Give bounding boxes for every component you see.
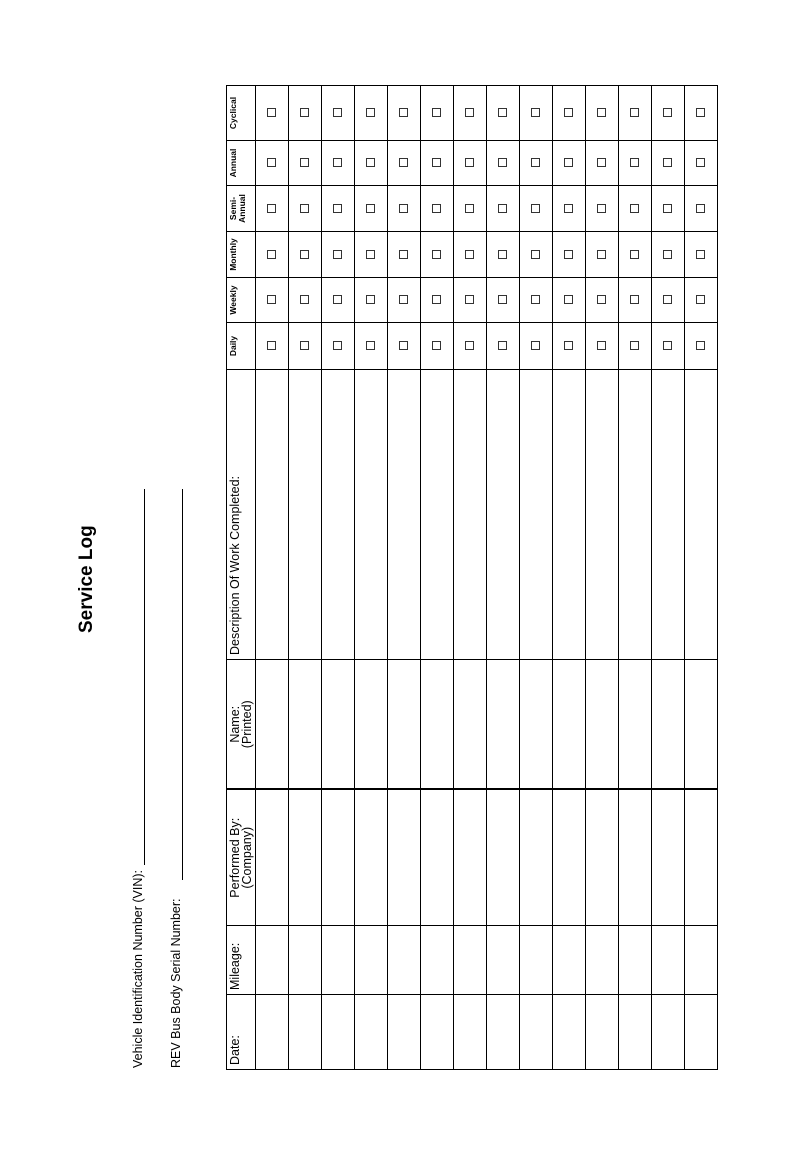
name-cell[interactable]: [520, 660, 553, 790]
rev-serial-field-line[interactable]: [182, 489, 183, 880]
empty-checkbox-icon[interactable]: [696, 296, 705, 305]
empty-checkbox-icon[interactable]: [630, 204, 639, 213]
empty-checkbox-icon[interactable]: [432, 204, 441, 213]
empty-checkbox-icon[interactable]: [630, 159, 639, 168]
name-cell[interactable]: [454, 660, 487, 790]
header-cyclical: Cyclical: [227, 86, 256, 141]
weekly-checkbox-cell: [256, 278, 289, 323]
header-mileage: Mileage:: [227, 926, 256, 995]
mileage-cell[interactable]: [256, 926, 289, 995]
semi-annual-checkbox-cell: [355, 186, 388, 232]
daily-checkbox-cell: [487, 323, 520, 370]
annual-checkbox-cell: [322, 141, 355, 186]
empty-checkbox-icon[interactable]: [267, 204, 276, 213]
annual-checkbox-cell: [256, 141, 289, 186]
monthly-checkbox-cell: [289, 232, 322, 278]
empty-checkbox-icon[interactable]: [465, 109, 474, 118]
annual-checkbox-cell: [553, 141, 586, 186]
cyclical-checkbox-cell: [619, 86, 652, 141]
empty-checkbox-icon[interactable]: [333, 159, 342, 168]
header-name-label: Name:: [228, 705, 242, 743]
weekly-checkbox-cell: [652, 278, 685, 323]
header-semi-annual-2: Annual: [237, 194, 247, 223]
empty-checkbox-icon[interactable]: [696, 342, 705, 351]
weekly-checkbox-cell: [487, 278, 520, 323]
empty-checkbox-icon[interactable]: [630, 109, 639, 118]
mileage-cell[interactable]: [685, 926, 718, 995]
description-cell[interactable]: [355, 370, 388, 660]
monthly-checkbox-cell: [520, 232, 553, 278]
date-cell[interactable]: [586, 995, 619, 1070]
date-cell[interactable]: [388, 995, 421, 1070]
performed-by-cell[interactable]: [289, 790, 322, 926]
name-cell[interactable]: [289, 660, 322, 790]
cyclical-checkbox-cell: [256, 86, 289, 141]
empty-checkbox-icon[interactable]: [432, 109, 441, 118]
date-cell[interactable]: [289, 995, 322, 1070]
empty-checkbox-icon[interactable]: [531, 204, 540, 213]
mileage-cell[interactable]: [355, 926, 388, 995]
cyclical-checkbox-cell: [355, 86, 388, 141]
table-row: [355, 86, 388, 1070]
monthly-checkbox-cell: [256, 232, 289, 278]
name-cell[interactable]: [388, 660, 421, 790]
daily-checkbox-cell: [421, 323, 454, 370]
empty-checkbox-icon[interactable]: [498, 109, 507, 118]
empty-checkbox-icon[interactable]: [663, 159, 672, 168]
empty-checkbox-icon[interactable]: [663, 250, 672, 259]
daily-checkbox-cell: [685, 323, 718, 370]
cyclical-checkbox-cell: [652, 86, 685, 141]
name-cell[interactable]: [685, 660, 718, 790]
mileage-cell[interactable]: [421, 926, 454, 995]
semi-annual-checkbox-cell: [685, 186, 718, 232]
daily-checkbox-cell: [256, 323, 289, 370]
description-cell[interactable]: [553, 370, 586, 660]
description-cell[interactable]: [520, 370, 553, 660]
weekly-checkbox-cell: [454, 278, 487, 323]
date-cell[interactable]: [322, 995, 355, 1070]
semi-annual-checkbox-cell: [553, 186, 586, 232]
monthly-checkbox-cell: [652, 232, 685, 278]
table-row: [289, 86, 322, 1070]
semi-annual-checkbox-cell: [586, 186, 619, 232]
daily-checkbox-cell: [586, 323, 619, 370]
empty-checkbox-icon[interactable]: [498, 159, 507, 168]
empty-checkbox-icon[interactable]: [531, 159, 540, 168]
name-cell[interactable]: [421, 660, 454, 790]
name-cell[interactable]: [619, 660, 652, 790]
semi-annual-checkbox-cell: [454, 186, 487, 232]
empty-checkbox-icon[interactable]: [399, 159, 408, 168]
mileage-cell[interactable]: [388, 926, 421, 995]
table-row: [487, 86, 520, 1070]
empty-checkbox-icon[interactable]: [399, 296, 408, 305]
mileage-cell[interactable]: [322, 926, 355, 995]
name-cell[interactable]: [322, 660, 355, 790]
empty-checkbox-icon[interactable]: [399, 250, 408, 259]
description-cell[interactable]: [685, 370, 718, 660]
empty-checkbox-icon[interactable]: [531, 342, 540, 351]
empty-checkbox-icon[interactable]: [564, 204, 573, 213]
empty-checkbox-icon[interactable]: [399, 204, 408, 213]
cyclical-checkbox-cell: [553, 86, 586, 141]
name-cell[interactable]: [652, 660, 685, 790]
empty-checkbox-icon[interactable]: [432, 159, 441, 168]
name-cell[interactable]: [553, 660, 586, 790]
table-row: [652, 86, 685, 1070]
annual-checkbox-cell: [619, 141, 652, 186]
empty-checkbox-icon[interactable]: [597, 109, 606, 118]
empty-checkbox-icon[interactable]: [432, 342, 441, 351]
date-cell[interactable]: [355, 995, 388, 1070]
semi-annual-checkbox-cell: [289, 186, 322, 232]
empty-checkbox-icon[interactable]: [498, 296, 507, 305]
empty-checkbox-icon[interactable]: [465, 296, 474, 305]
empty-checkbox-icon[interactable]: [597, 342, 606, 351]
empty-checkbox-icon[interactable]: [630, 342, 639, 351]
empty-checkbox-icon[interactable]: [333, 204, 342, 213]
semi-annual-checkbox-cell: [652, 186, 685, 232]
performed-by-cell[interactable]: [652, 790, 685, 926]
cyclical-checkbox-cell: [289, 86, 322, 141]
empty-checkbox-icon[interactable]: [498, 204, 507, 213]
header-performed-by-sub: (Company): [240, 826, 254, 889]
date-cell[interactable]: [520, 995, 553, 1070]
daily-checkbox-cell: [322, 323, 355, 370]
empty-checkbox-icon[interactable]: [399, 342, 408, 351]
empty-checkbox-icon[interactable]: [696, 159, 705, 168]
empty-checkbox-icon[interactable]: [564, 109, 573, 118]
empty-checkbox-icon[interactable]: [696, 204, 705, 213]
cyclical-checkbox-cell: [454, 86, 487, 141]
mileage-cell[interactable]: [487, 926, 520, 995]
description-cell[interactable]: [289, 370, 322, 660]
weekly-checkbox-cell: [685, 278, 718, 323]
cyclical-checkbox-cell: [421, 86, 454, 141]
empty-checkbox-icon[interactable]: [597, 250, 606, 259]
annual-checkbox-cell: [652, 141, 685, 186]
date-cell[interactable]: [652, 995, 685, 1070]
cyclical-checkbox-cell: [322, 86, 355, 141]
description-cell[interactable]: [454, 370, 487, 660]
name-cell[interactable]: [355, 660, 388, 790]
cyclical-checkbox-cell: [520, 86, 553, 141]
monthly-checkbox-cell: [355, 232, 388, 278]
performed-by-cell[interactable]: [256, 790, 289, 926]
daily-checkbox-cell: [520, 323, 553, 370]
date-cell[interactable]: [619, 995, 652, 1070]
annual-checkbox-cell: [289, 141, 322, 186]
name-cell[interactable]: [256, 660, 289, 790]
performed-by-cell[interactable]: [421, 790, 454, 926]
empty-checkbox-icon[interactable]: [597, 296, 606, 305]
weekly-checkbox-cell: [355, 278, 388, 323]
annual-checkbox-cell: [586, 141, 619, 186]
header-performed-by-label: Performed By:: [228, 817, 242, 898]
empty-checkbox-icon[interactable]: [366, 204, 375, 213]
empty-checkbox-icon[interactable]: [531, 250, 540, 259]
mileage-cell[interactable]: [553, 926, 586, 995]
empty-checkbox-icon[interactable]: [564, 250, 573, 259]
table-header-row: [227, 86, 256, 1070]
empty-checkbox-icon[interactable]: [366, 296, 375, 305]
empty-checkbox-icon[interactable]: [564, 159, 573, 168]
annual-checkbox-cell: [685, 141, 718, 186]
weekly-checkbox-cell: [421, 278, 454, 323]
empty-checkbox-icon[interactable]: [630, 250, 639, 259]
vin-field-line[interactable]: [144, 489, 145, 865]
table-row: [256, 86, 289, 1070]
empty-checkbox-icon[interactable]: [267, 250, 276, 259]
semi-annual-checkbox-cell: [388, 186, 421, 232]
empty-checkbox-icon[interactable]: [663, 204, 672, 213]
mileage-cell[interactable]: [454, 926, 487, 995]
empty-checkbox-icon[interactable]: [597, 204, 606, 213]
performed-by-cell[interactable]: [586, 790, 619, 926]
table-row: [322, 86, 355, 1070]
description-cell[interactable]: [652, 370, 685, 660]
semi-annual-checkbox-cell: [421, 186, 454, 232]
empty-checkbox-icon[interactable]: [498, 342, 507, 351]
monthly-checkbox-cell: [553, 232, 586, 278]
daily-checkbox-cell: [454, 323, 487, 370]
empty-checkbox-icon[interactable]: [333, 342, 342, 351]
date-cell[interactable]: [685, 995, 718, 1070]
header-weekly: Weekly: [227, 278, 256, 323]
empty-checkbox-icon[interactable]: [597, 159, 606, 168]
annual-checkbox-cell: [487, 141, 520, 186]
empty-checkbox-icon[interactable]: [267, 342, 276, 351]
semi-annual-checkbox-cell: [619, 186, 652, 232]
table-row: [421, 86, 454, 1070]
empty-checkbox-icon[interactable]: [366, 342, 375, 351]
empty-checkbox-icon[interactable]: [663, 296, 672, 305]
cyclical-checkbox-cell: [388, 86, 421, 141]
mileage-cell[interactable]: [289, 926, 322, 995]
semi-annual-checkbox-cell: [256, 186, 289, 232]
weekly-checkbox-cell: [322, 278, 355, 323]
weekly-checkbox-cell: [619, 278, 652, 323]
table-row: [685, 86, 718, 1070]
empty-checkbox-icon[interactable]: [300, 159, 309, 168]
weekly-checkbox-cell: [520, 278, 553, 323]
empty-checkbox-icon[interactable]: [696, 250, 705, 259]
description-cell[interactable]: [256, 370, 289, 660]
empty-checkbox-icon[interactable]: [366, 159, 375, 168]
empty-checkbox-icon[interactable]: [267, 109, 276, 118]
rev-serial-label: REV Bus Body Serial Number:: [169, 898, 183, 1068]
monthly-checkbox-cell: [454, 232, 487, 278]
monthly-checkbox-cell: [322, 232, 355, 278]
service-log-table: [226, 85, 718, 1070]
performed-by-cell[interactable]: [520, 790, 553, 926]
date-cell[interactable]: [454, 995, 487, 1070]
mileage-cell[interactable]: [520, 926, 553, 995]
performed-by-cell[interactable]: [454, 790, 487, 926]
empty-checkbox-icon[interactable]: [531, 109, 540, 118]
empty-checkbox-icon[interactable]: [300, 250, 309, 259]
description-cell[interactable]: [586, 370, 619, 660]
monthly-checkbox-cell: [487, 232, 520, 278]
table-row: [619, 86, 652, 1070]
description-cell[interactable]: [487, 370, 520, 660]
table-row: [454, 86, 487, 1070]
daily-checkbox-cell: [355, 323, 388, 370]
mileage-cell[interactable]: [619, 926, 652, 995]
empty-checkbox-icon[interactable]: [465, 159, 474, 168]
description-cell[interactable]: [619, 370, 652, 660]
header-date: Date:: [227, 995, 256, 1070]
table-row: [388, 86, 421, 1070]
page-title: Service Log: [76, 525, 97, 633]
table-body: [256, 86, 718, 1070]
header-daily: Daily: [227, 323, 256, 370]
empty-checkbox-icon[interactable]: [267, 159, 276, 168]
daily-checkbox-cell: [652, 323, 685, 370]
description-cell[interactable]: [388, 370, 421, 660]
header-monthly: Monthly: [227, 232, 256, 278]
semi-annual-checkbox-cell: [520, 186, 553, 232]
weekly-checkbox-cell: [553, 278, 586, 323]
performed-by-cell[interactable]: [619, 790, 652, 926]
date-cell[interactable]: [553, 995, 586, 1070]
empty-checkbox-icon[interactable]: [663, 342, 672, 351]
description-cell[interactable]: [322, 370, 355, 660]
weekly-checkbox-cell: [388, 278, 421, 323]
empty-checkbox-icon[interactable]: [630, 296, 639, 305]
monthly-checkbox-cell: [421, 232, 454, 278]
empty-checkbox-icon[interactable]: [465, 342, 474, 351]
daily-checkbox-cell: [553, 323, 586, 370]
weekly-checkbox-cell: [586, 278, 619, 323]
empty-checkbox-icon[interactable]: [498, 250, 507, 259]
empty-checkbox-icon[interactable]: [300, 296, 309, 305]
mileage-cell[interactable]: [586, 926, 619, 995]
empty-checkbox-icon[interactable]: [366, 250, 375, 259]
header-performed-by: [227, 790, 256, 926]
empty-checkbox-icon[interactable]: [465, 250, 474, 259]
annual-checkbox-cell: [454, 141, 487, 186]
empty-checkbox-icon[interactable]: [432, 296, 441, 305]
empty-checkbox-icon[interactable]: [531, 296, 540, 305]
date-cell[interactable]: [487, 995, 520, 1070]
table-row: [553, 86, 586, 1070]
daily-checkbox-cell: [388, 323, 421, 370]
annual-checkbox-cell: [520, 141, 553, 186]
mileage-cell[interactable]: [652, 926, 685, 995]
empty-checkbox-icon[interactable]: [300, 342, 309, 351]
header-semi-annual: [227, 186, 256, 232]
vin-label: Vehicle Identification Number (VIN):: [131, 869, 145, 1068]
performed-by-cell[interactable]: [553, 790, 586, 926]
date-cell[interactable]: [256, 995, 289, 1070]
performed-by-cell[interactable]: [685, 790, 718, 926]
cyclical-checkbox-cell: [685, 86, 718, 141]
description-cell[interactable]: [421, 370, 454, 660]
empty-checkbox-icon[interactable]: [564, 296, 573, 305]
empty-checkbox-icon[interactable]: [333, 296, 342, 305]
monthly-checkbox-cell: [586, 232, 619, 278]
header-annual: Annual: [227, 141, 256, 186]
empty-checkbox-icon[interactable]: [366, 109, 375, 118]
empty-checkbox-icon[interactable]: [663, 109, 672, 118]
empty-checkbox-icon[interactable]: [300, 109, 309, 118]
performed-by-cell[interactable]: [355, 790, 388, 926]
empty-checkbox-icon[interactable]: [432, 250, 441, 259]
monthly-checkbox-cell: [619, 232, 652, 278]
performed-by-cell[interactable]: [388, 790, 421, 926]
table-row: [520, 86, 553, 1070]
semi-annual-checkbox-cell: [322, 186, 355, 232]
weekly-checkbox-cell: [289, 278, 322, 323]
empty-checkbox-icon[interactable]: [465, 204, 474, 213]
monthly-checkbox-cell: [685, 232, 718, 278]
header-name: [227, 660, 256, 790]
performed-by-cell[interactable]: [487, 790, 520, 926]
monthly-checkbox-cell: [388, 232, 421, 278]
daily-checkbox-cell: [289, 323, 322, 370]
date-cell[interactable]: [421, 995, 454, 1070]
cyclical-checkbox-cell: [487, 86, 520, 141]
name-cell[interactable]: [487, 660, 520, 790]
empty-checkbox-icon[interactable]: [564, 342, 573, 351]
header-description: Description Of Work Completed:: [227, 370, 256, 660]
table-row: [586, 86, 619, 1070]
empty-checkbox-icon[interactable]: [300, 204, 309, 213]
cyclical-checkbox-cell: [586, 86, 619, 141]
name-cell[interactable]: [586, 660, 619, 790]
annual-checkbox-cell: [388, 141, 421, 186]
empty-checkbox-icon[interactable]: [696, 109, 705, 118]
header-name-sub: (Printed): [240, 700, 254, 749]
empty-checkbox-icon[interactable]: [399, 109, 408, 118]
empty-checkbox-icon[interactable]: [267, 296, 276, 305]
annual-checkbox-cell: [421, 141, 454, 186]
empty-checkbox-icon[interactable]: [333, 109, 342, 118]
performed-by-cell[interactable]: [322, 790, 355, 926]
semi-annual-checkbox-cell: [487, 186, 520, 232]
empty-checkbox-icon[interactable]: [333, 250, 342, 259]
annual-checkbox-cell: [355, 141, 388, 186]
header-semi-annual-1: Semi-: [228, 196, 238, 221]
daily-checkbox-cell: [619, 323, 652, 370]
